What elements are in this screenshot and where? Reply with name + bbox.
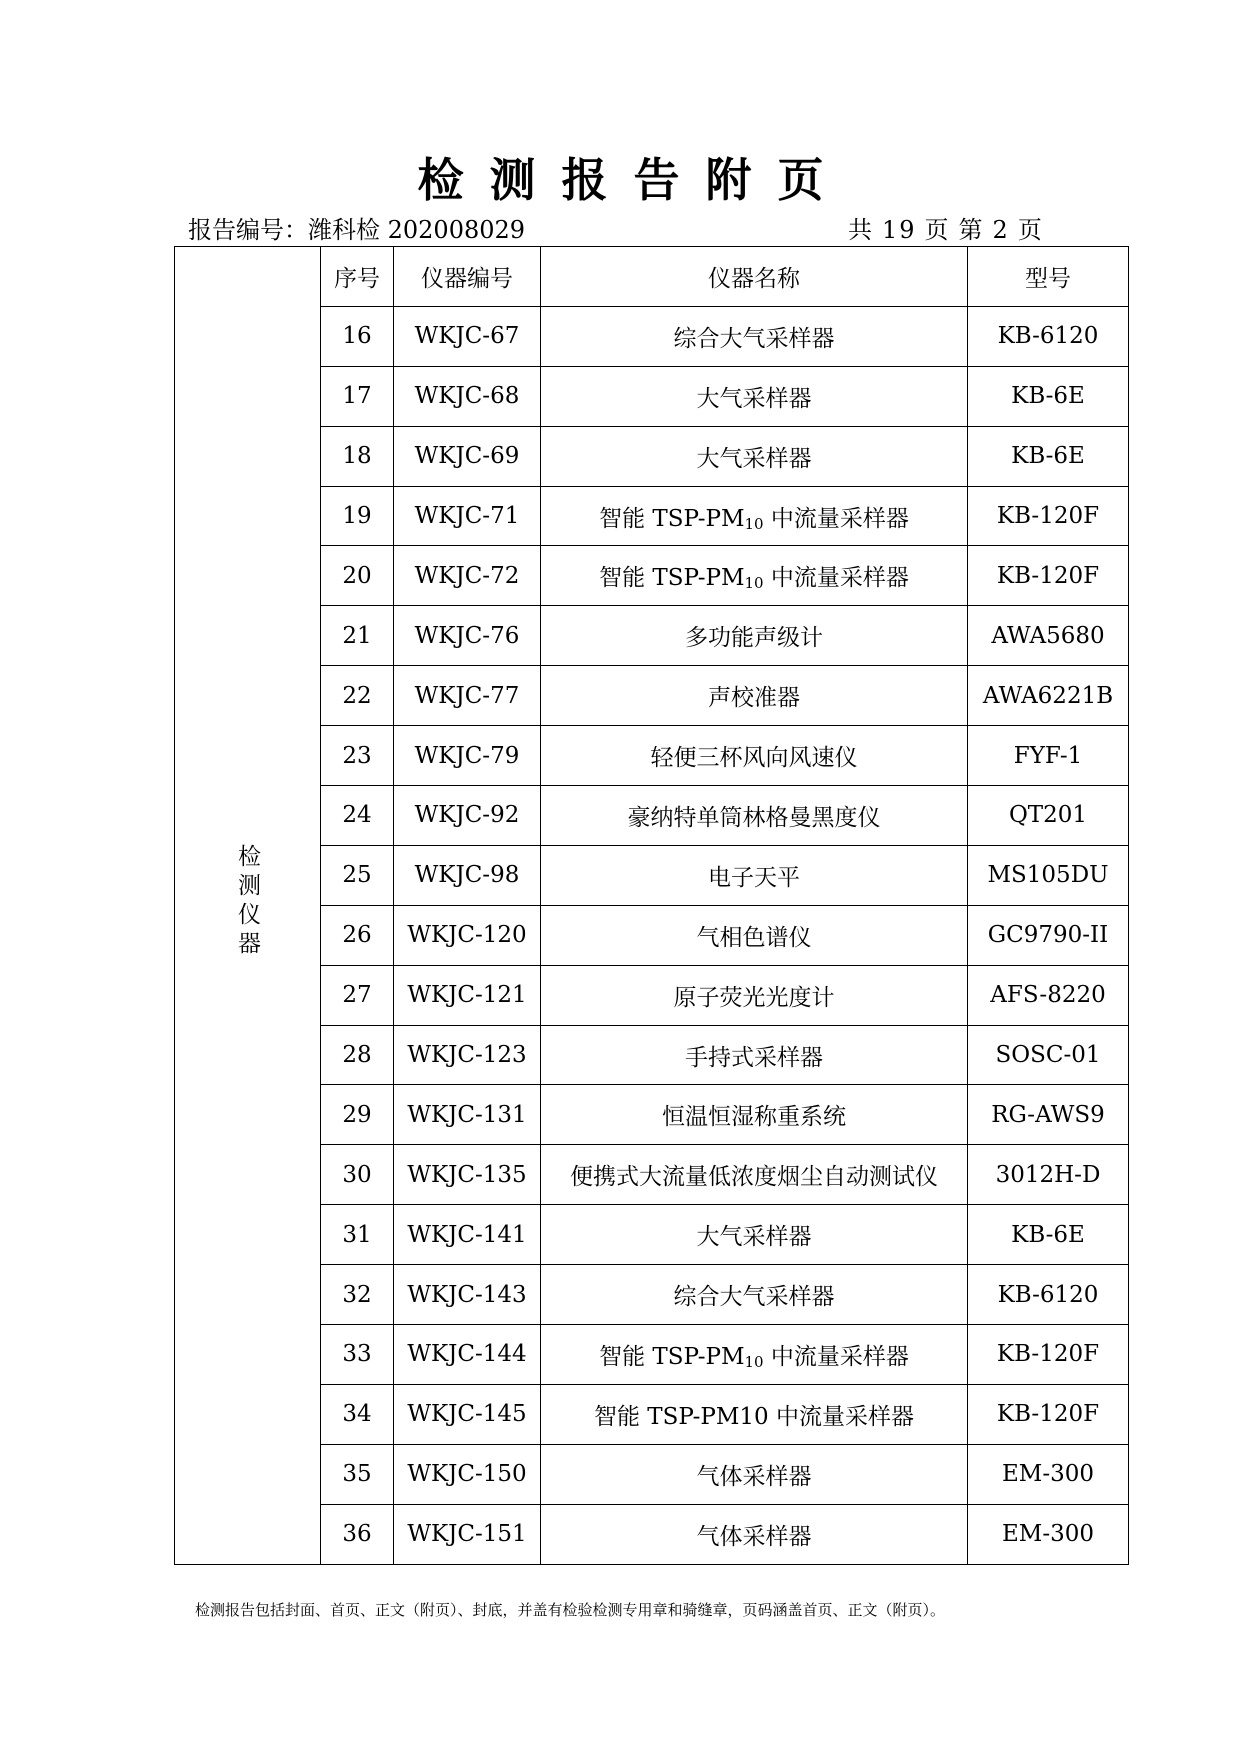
name-subscript: 10 bbox=[744, 1352, 764, 1371]
cell-model: KB-6E bbox=[968, 1205, 1129, 1265]
cell-no: 34 bbox=[321, 1384, 394, 1444]
cell-no: 20 bbox=[321, 546, 394, 606]
cell-code: WKJC-123 bbox=[394, 1025, 541, 1085]
cell-model: AWA6221B bbox=[968, 666, 1129, 726]
cell-name: 气体采样器 bbox=[541, 1444, 968, 1504]
cell-code: WKJC-76 bbox=[394, 606, 541, 666]
current-page: 2 bbox=[992, 216, 1010, 244]
cell-model: SOSC-01 bbox=[968, 1025, 1129, 1085]
cell-model: MS105DU bbox=[968, 845, 1129, 905]
cell-no: 19 bbox=[321, 486, 394, 546]
cell-code: WKJC-68 bbox=[394, 366, 541, 426]
header-no: 序号 bbox=[321, 247, 394, 307]
cell-code: WKJC-79 bbox=[394, 726, 541, 786]
cell-model: KB-6120 bbox=[968, 306, 1129, 366]
cell-name: 豪纳特单筒林格曼黑度仪 bbox=[541, 786, 968, 846]
cell-no: 33 bbox=[321, 1325, 394, 1385]
table-header-row bbox=[175, 247, 1129, 307]
cell-model: EM-300 bbox=[968, 1504, 1129, 1564]
header-name: 仪器名称 bbox=[541, 247, 968, 307]
cell-model: KB-6E bbox=[968, 366, 1129, 426]
cell-model: GC9790-II bbox=[968, 905, 1129, 965]
cell-no: 28 bbox=[321, 1025, 394, 1085]
cell-name bbox=[541, 546, 968, 606]
cell-name: 声校准器 bbox=[541, 666, 968, 726]
cell-name: 恒温恒湿称重系统 bbox=[541, 1085, 968, 1145]
cell-code: WKJC-151 bbox=[394, 1504, 541, 1564]
cell-name: 大气采样器 bbox=[541, 366, 968, 426]
cell-name: 智能 TSP-PM10 中流量采样器 bbox=[541, 1384, 968, 1444]
cell-no: 18 bbox=[321, 426, 394, 486]
cell-model: EM-300 bbox=[968, 1444, 1129, 1504]
cell-name: 原子荧光光度计 bbox=[541, 965, 968, 1025]
header-model: 型号 bbox=[968, 247, 1129, 307]
name-subscript: 10 bbox=[744, 514, 764, 533]
cell-no: 24 bbox=[321, 786, 394, 846]
page-title: 检测报告附页 bbox=[417, 153, 850, 207]
page-indicator bbox=[848, 215, 1052, 245]
cell-name: 手持式采样器 bbox=[541, 1025, 968, 1085]
cell-no: 22 bbox=[321, 666, 394, 726]
cell-code: WKJC-69 bbox=[394, 426, 541, 486]
cell-code: WKJC-92 bbox=[394, 786, 541, 846]
cell-model: AWA5680 bbox=[968, 606, 1129, 666]
cell-no: 23 bbox=[321, 726, 394, 786]
instrument-table bbox=[174, 246, 1129, 1565]
name-suffix: 中流量采样器 bbox=[763, 565, 909, 592]
cell-name: 综合大气采样器 bbox=[541, 306, 968, 366]
cell-name: 大气采样器 bbox=[541, 426, 968, 486]
cell-code: WKJC-71 bbox=[394, 486, 541, 546]
cell-no: 21 bbox=[321, 606, 394, 666]
cell-model: KB-120F bbox=[968, 546, 1129, 606]
cell-code: WKJC-150 bbox=[394, 1444, 541, 1504]
cell-code: WKJC-121 bbox=[394, 965, 541, 1025]
cell-code: WKJC-120 bbox=[394, 905, 541, 965]
cell-no: 36 bbox=[321, 1504, 394, 1564]
cell-model: AFS-8220 bbox=[968, 965, 1129, 1025]
cell-no: 27 bbox=[321, 965, 394, 1025]
report-number: 报告编号：潍科检 202008029 bbox=[188, 216, 526, 244]
cell-code: WKJC-143 bbox=[394, 1265, 541, 1325]
cell-code: WKJC-141 bbox=[394, 1205, 541, 1265]
cell-model: KB-120F bbox=[968, 1325, 1129, 1385]
total-prefix: 共 bbox=[848, 216, 874, 244]
cell-name: 电子天平 bbox=[541, 845, 968, 905]
cell-no: 25 bbox=[321, 845, 394, 905]
cell-name: 轻便三杯风向风速仪 bbox=[541, 726, 968, 786]
cell-code: WKJC-131 bbox=[394, 1085, 541, 1145]
name-prefix: 智能 TSP-PM bbox=[599, 565, 745, 592]
cell-name: 气相色谱仪 bbox=[541, 905, 968, 965]
category-cell bbox=[175, 247, 321, 1565]
instrument-table-body bbox=[175, 247, 1129, 1565]
cell-no: 35 bbox=[321, 1444, 394, 1504]
cell-model: KB-6120 bbox=[968, 1265, 1129, 1325]
name-prefix: 智能 TSP-PM bbox=[599, 505, 745, 532]
cell-no: 32 bbox=[321, 1265, 394, 1325]
page-word: 页 bbox=[924, 216, 951, 244]
cell-model: KB-6E bbox=[968, 426, 1129, 486]
cell-model: KB-120F bbox=[968, 486, 1129, 546]
cell-name: 便携式大流量低浓度烟尘自动测试仪 bbox=[541, 1145, 968, 1205]
cell-name: 多功能声级计 bbox=[541, 606, 968, 666]
cell-code: WKJC-135 bbox=[394, 1145, 541, 1205]
cell-model: KB-120F bbox=[968, 1384, 1129, 1444]
cell-name bbox=[541, 1325, 968, 1385]
name-prefix: 智能 TSP-PM bbox=[599, 1343, 745, 1370]
cell-name: 大气采样器 bbox=[541, 1205, 968, 1265]
cell-code: WKJC-77 bbox=[394, 666, 541, 726]
cell-no: 31 bbox=[321, 1205, 394, 1265]
cell-code: WKJC-145 bbox=[394, 1384, 541, 1444]
cell-no: 26 bbox=[321, 905, 394, 965]
cell-code: WKJC-98 bbox=[394, 845, 541, 905]
cell-name: 综合大气采样器 bbox=[541, 1265, 968, 1325]
cell-code: WKJC-72 bbox=[394, 546, 541, 606]
name-suffix: 中流量采样器 bbox=[763, 505, 909, 532]
cell-model: 3012H-D bbox=[968, 1145, 1129, 1205]
cell-no: 29 bbox=[321, 1085, 394, 1145]
cell-no: 16 bbox=[321, 306, 394, 366]
name-subscript: 10 bbox=[744, 574, 764, 593]
cell-model: RG-AWS9 bbox=[968, 1085, 1129, 1145]
cell-code: WKJC-67 bbox=[394, 306, 541, 366]
cell-name bbox=[541, 486, 968, 546]
current-suffix: 页 bbox=[1017, 216, 1044, 244]
cell-name: 气体采样器 bbox=[541, 1504, 968, 1564]
cell-no: 17 bbox=[321, 366, 394, 426]
category-label: 检测仪器 bbox=[234, 844, 260, 961]
cell-no: 30 bbox=[321, 1145, 394, 1205]
footer-note: 检测报告包括封面、首页、正文（附页）、封底，并盖有检验检测专用章和骑缝章，页码涵盖首页、正文（附页）。 bbox=[195, 1601, 946, 1619]
header-code: 仪器编号 bbox=[394, 247, 541, 307]
total-pages: 19 bbox=[882, 216, 917, 244]
cell-code: WKJC-144 bbox=[394, 1325, 541, 1385]
cell-model: QT201 bbox=[968, 786, 1129, 846]
current-prefix: 第 bbox=[958, 216, 985, 244]
name-suffix: 中流量采样器 bbox=[763, 1343, 909, 1370]
cell-model: FYF-1 bbox=[968, 726, 1129, 786]
